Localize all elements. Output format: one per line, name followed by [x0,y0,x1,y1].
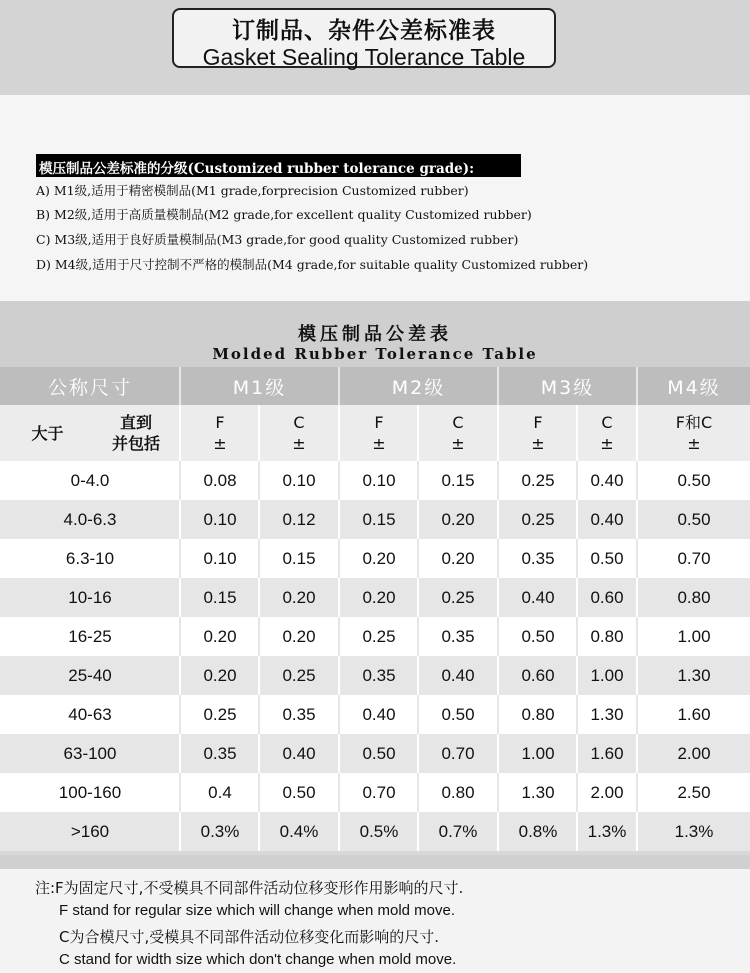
grade-heading: 模压制品公差标准的分级(Customized rubber tolerance grade): [36,154,521,177]
tolerance-cell: 0.50 [362,744,396,763]
size-range-cell: 100-160 [58,783,122,802]
grade-line-a: A) M1级,适用于精密模制品(M1 grade,forprecision Customized rubber) [36,183,469,198]
header-m4-fc: F和C ± [675,413,713,453]
tolerance-cell: 0.60 [521,666,555,685]
table-title-chinese: 模压制品公差表 [298,324,452,345]
table-row [0,500,750,539]
tolerance-cell: 1.60 [677,705,711,724]
table-row [0,617,750,656]
page-header [0,0,750,95]
tolerance-cell: 0.15 [282,549,316,568]
tolerance-cell: 0.80 [590,627,624,646]
size-range-cell: 0-4.0 [70,471,110,490]
header-greater-than: 大于 [31,423,64,443]
size-range-cell: 6.3-10 [65,549,115,568]
tolerance-cell: 2.50 [677,783,711,802]
tolerance-cell: 0.25 [521,510,555,529]
header-m3-c: C ± [600,413,614,453]
table-row [0,812,750,851]
table-title-english: Molded Rubber Tolerance Table [212,345,538,363]
header-m2-f: F ± [372,413,386,453]
tolerance-cell: 0.12 [282,510,316,529]
tolerance-cell: 0.50 [441,705,475,724]
tolerance-cell: 1.00 [590,666,624,685]
grade-section [0,95,750,301]
tolerance-cell: 1.00 [521,744,555,763]
tolerance-cell: 0.20 [203,627,237,646]
size-range-cell: >160 [70,822,110,841]
tolerance-cell: 1.3% [587,822,627,841]
size-range-cell: 10-16 [68,588,112,607]
tolerance-cell: 0.25 [362,627,396,646]
tolerance-cell: 0.4% [279,822,319,841]
tolerance-cell: 0.70 [441,744,475,763]
table-title [0,301,750,367]
table-row [0,578,750,617]
tolerance-cell: 0.08 [203,471,237,490]
tolerance-cell: 0.10 [203,510,237,529]
table-body [0,461,750,851]
tolerance-cell: 1.30 [677,666,711,685]
tolerance-cell: 0.25 [203,705,237,724]
header-m2-c: C ± [451,413,465,453]
grade-line-d: D) M4级,适用于尺寸控制不严格的模制品(M4 grade,for suitable quality Customized rubber) [36,257,589,272]
tolerance-cell: 0.40 [521,588,555,607]
tolerance-cell: 0.20 [441,549,475,568]
size-range-cell: 40-63 [68,705,112,724]
tolerance-cell: 0.8% [518,822,558,841]
tolerance-cell: 0.25 [441,588,475,607]
tolerance-cell: 0.20 [203,666,237,685]
tolerance-cell: 0.35 [521,549,555,568]
tolerance-cell: 1.30 [590,705,624,724]
grade-line-b: B) M2级,适用于高质量模制品(M2 grade,for excellent quality Customized rubber) [36,207,532,222]
title-chinese: 订制品、杂件公差标准表 [232,18,496,44]
tolerance-cell: 0.15 [203,588,237,607]
tolerance-cell: 0.15 [362,510,396,529]
tolerance-cell: 0.25 [282,666,316,685]
tolerance-cell: 0.40 [282,744,316,763]
table-row [0,695,750,734]
tolerance-cell: 1.00 [677,627,711,646]
header-m4: M4级 [667,376,721,399]
table-row [0,461,750,500]
table-row [0,773,750,812]
tolerance-cell: 0.70 [677,549,711,568]
tolerance-cell: 0.50 [521,627,555,646]
header-m1-c: C ± [292,413,306,453]
note-f-chinese: 注:F为固定尺寸,不受模具不同部件活动位移变形作用影响的尺寸. [35,879,464,897]
tolerance-cell: 0.20 [282,627,316,646]
header-m1: M1级 [232,376,287,399]
notes-section [0,855,750,973]
tolerance-cell: 1.30 [521,783,555,802]
tolerance-cell: 0.40 [362,705,396,724]
size-range-cell: 63-100 [63,744,117,763]
tolerance-cell: 0.15 [441,471,475,490]
tolerance-cell: 1.3% [674,822,714,841]
tolerance-cell: 0.40 [590,510,624,529]
table-row [0,539,750,578]
tolerance-cell: 0.80 [677,588,711,607]
tolerance-cell: 0.50 [677,471,711,490]
tolerance-cell: 0.10 [282,471,316,490]
header-nominal-size: 公称尺寸 [47,376,132,399]
table-row [0,734,750,773]
tolerance-cell: 0.10 [362,471,396,490]
size-range-cell: 25-40 [68,666,112,685]
table-group-header [0,367,750,405]
title-english: Gasket Sealing Tolerance Table [202,44,526,70]
tolerance-cell: 0.80 [521,705,555,724]
tolerance-cell: 0.35 [362,666,396,685]
tolerance-cell: 0.7% [438,822,478,841]
size-range-cell: 4.0-6.3 [63,510,117,529]
header-m1-f: F ± [213,413,227,453]
header-m2: M2级 [391,376,446,399]
tolerance-cell: 0.60 [590,588,624,607]
tolerance-cell: 0.50 [590,549,624,568]
note-c-english: C stand for width size which don't change when mold move. [59,951,457,968]
tolerance-cell: 0.35 [203,744,237,763]
tolerance-cell: 2.00 [677,744,711,763]
size-range-cell: 16-25 [68,627,112,646]
tolerance-cell: 0.35 [441,627,475,646]
tolerance-cell: 0.5% [359,822,399,841]
header-m3: M3级 [540,376,595,399]
tolerance-cell: 0.20 [441,510,475,529]
tolerance-cell: 0.50 [677,510,711,529]
grade-line-c: C) M3级,适用于良好质量模制品(M3 grade,for good quality Customized rubber) [36,232,519,247]
tolerance-cell: 0.10 [203,549,237,568]
tolerance-cell: 0.20 [362,588,396,607]
tolerance-cell: 0.50 [282,783,316,802]
table-sub-header [0,405,750,461]
header-m3-f: F ± [531,413,545,453]
header-up-to-inclusive: 直到 并包括 [111,413,160,453]
tolerance-cell: 0.80 [441,783,475,802]
tolerance-cell: 0.20 [282,588,316,607]
tolerance-cell: 0.40 [590,471,624,490]
tolerance-cell: 0.35 [282,705,316,724]
title-box [172,8,556,68]
tolerance-cell: 0.40 [441,666,475,685]
tolerance-cell: 0.70 [362,783,396,802]
tolerance-cell: 2.00 [590,783,624,802]
tolerance-cell: 0.20 [362,549,396,568]
tolerance-cell: 0.25 [521,471,555,490]
note-f-english: F stand for regular size which will change when mold move. [59,902,456,919]
table-row [0,656,750,695]
tolerance-cell: 0.4 [208,783,232,802]
tolerance-cell: 1.60 [590,744,624,763]
tolerance-cell: 0.3% [200,822,240,841]
note-c-chinese: C为合模尺寸,受模具不同部件活动位移变化而影响的尺寸. [59,928,440,946]
